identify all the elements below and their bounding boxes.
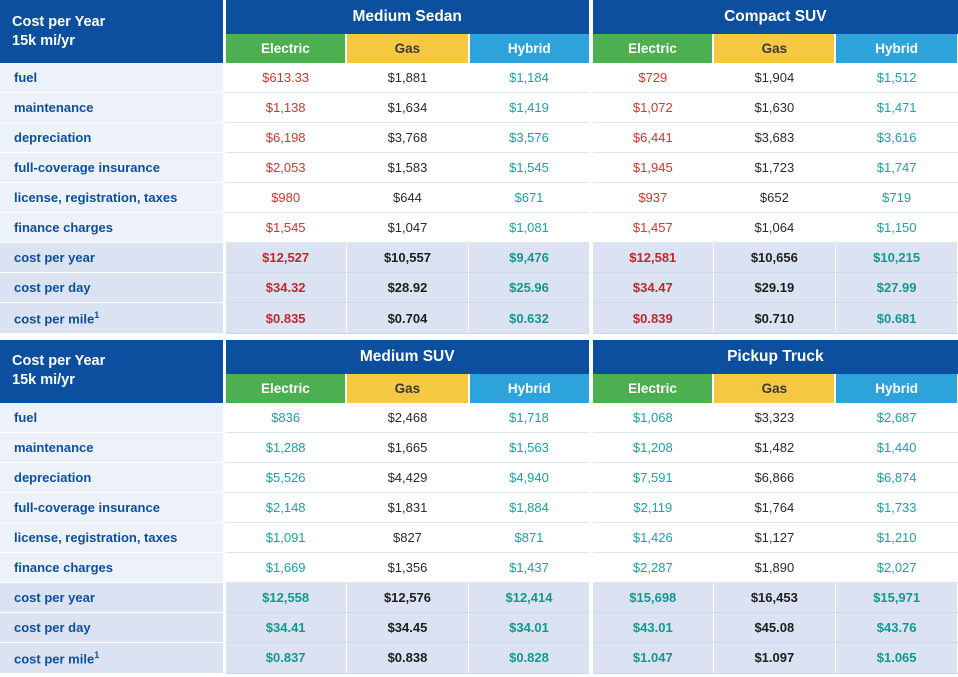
vehicle-group-title: Compact SUV (591, 0, 958, 34)
row-label (0, 123, 224, 153)
footnote-marker: 1 (94, 310, 100, 320)
table-row (0, 642, 958, 673)
table-cell: $2,148 (224, 492, 346, 522)
footnote-marker: 1 (94, 649, 100, 660)
table-row (0, 153, 958, 183)
row-label (0, 492, 224, 522)
table-cell: $34.32 (224, 273, 346, 303)
table-cell: $12,581 (591, 243, 713, 273)
table-cell: $1,457 (591, 213, 713, 243)
fuel-type-header-hybrid: Hybrid (469, 34, 591, 63)
table-row (0, 403, 958, 433)
table-cell: $1,471 (835, 93, 957, 123)
fuel-type-header-electric: Electric (224, 374, 346, 403)
corner-line-1: Cost per Year (12, 353, 106, 370)
table-cell: $1,064 (713, 213, 835, 243)
table-cell: $12,527 (224, 243, 346, 273)
table-cell: $652 (713, 183, 835, 213)
table-cell: $34.45 (346, 612, 468, 642)
row-label-text: cost per year (14, 589, 95, 605)
table-cell: $25.96 (469, 273, 591, 303)
row-label-text: maintenance (14, 100, 94, 115)
fuel-type-header-gas: Gas (346, 374, 468, 403)
table-row (0, 273, 958, 303)
table-cell: $1,184 (469, 63, 591, 93)
table-cell: $1,904 (713, 63, 835, 93)
table-cell: $2,027 (835, 552, 957, 582)
table-cell: $7,591 (591, 462, 713, 492)
row-label (0, 153, 224, 183)
table-cell: $1.047 (591, 642, 713, 673)
table-cell: $2,687 (835, 403, 957, 433)
table-cell: $729 (591, 63, 713, 93)
table-row (0, 93, 958, 123)
table-cell: $1.065 (835, 642, 957, 673)
table-cell: $1,426 (591, 522, 713, 552)
table-cell: $1,072 (591, 93, 713, 123)
table-cell: $1,127 (713, 522, 835, 552)
row-label (0, 612, 224, 642)
fuel-type-header-hybrid: Hybrid (835, 374, 957, 403)
row-label (0, 183, 224, 213)
table-cell: $6,441 (591, 123, 713, 153)
table-cell: $1,512 (835, 63, 957, 93)
row-label (0, 552, 224, 582)
corner-line-2: 15k mi/yr (12, 32, 75, 49)
table-cell: $0.835 (224, 303, 346, 334)
table-row (0, 243, 958, 273)
table-cell: $836 (224, 403, 346, 433)
table-cell: $1,723 (713, 153, 835, 183)
table-cell: $0.837 (224, 642, 346, 673)
group-header-row (0, 0, 958, 34)
table-row (0, 183, 958, 213)
table-cell: $1,419 (469, 93, 591, 123)
table-cell: $0.710 (713, 303, 835, 334)
table-cell: $1,210 (835, 522, 957, 552)
row-label-text: cost per mile (14, 651, 95, 667)
corner-line-2: 15k mi/yr (12, 372, 75, 389)
row-label-text: cost per day (14, 280, 91, 295)
table-cell: $1,945 (591, 153, 713, 183)
table-cell: $1,583 (346, 153, 468, 183)
vehicle-group-title: Pickup Truck (591, 340, 958, 374)
table-cell: $6,874 (835, 462, 957, 492)
table-cell: $1,733 (835, 492, 957, 522)
row-label (0, 403, 224, 433)
group-header-row (0, 340, 958, 374)
table-row (0, 303, 958, 334)
table-row (0, 522, 958, 552)
table-cell: $1,747 (835, 153, 957, 183)
table-row (0, 492, 958, 522)
table-row (0, 462, 958, 492)
table-cell: $43.01 (591, 612, 713, 642)
table-cell: $1,208 (591, 432, 713, 462)
table-row (0, 63, 958, 93)
fuel-type-header-hybrid: Hybrid (469, 374, 591, 403)
table-cell: $1,150 (835, 213, 957, 243)
table-cell: $980 (224, 183, 346, 213)
row-label-text: license, registration, taxes (14, 190, 178, 205)
row-label-text: full-coverage insurance (14, 499, 160, 515)
table-cell: $2,119 (591, 492, 713, 522)
table-row (0, 123, 958, 153)
table-corner-title (0, 340, 224, 403)
table-cell: $12,576 (346, 582, 468, 612)
fuel-type-header-gas: Gas (713, 34, 835, 63)
table-cell: $1,831 (346, 492, 468, 522)
table-cell: $29.19 (713, 273, 835, 303)
table-cell: $9,476 (469, 243, 591, 273)
table-cell: $0.838 (346, 642, 468, 673)
table-cell: $1,563 (469, 432, 591, 462)
row-label (0, 582, 224, 612)
table-row (0, 432, 958, 462)
table-cell: $671 (469, 183, 591, 213)
table-cell: $34.47 (591, 273, 713, 303)
table-cell: $4,940 (469, 462, 591, 492)
table-cell: $43.76 (835, 612, 957, 642)
table-cell: $1,545 (224, 213, 346, 243)
table-cell: $34.01 (469, 612, 591, 642)
row-label (0, 243, 224, 273)
row-label-text: depreciation (14, 130, 92, 145)
table-cell: $1,091 (224, 522, 346, 552)
table-row (0, 552, 958, 582)
row-label (0, 462, 224, 492)
table-cell: $0.681 (835, 303, 957, 334)
table-cell: $1,545 (469, 153, 591, 183)
table-cell: $0.839 (591, 303, 713, 334)
fuel-type-header-electric: Electric (224, 34, 346, 63)
table-cell: $1,288 (224, 432, 346, 462)
table-cell: $0.828 (469, 642, 591, 673)
table-cell: $613.33 (224, 63, 346, 93)
table-cell: $1,047 (346, 213, 468, 243)
row-label-text: license, registration, taxes (14, 529, 178, 545)
table-cell: $1,068 (591, 403, 713, 433)
table-cell: $1,440 (835, 432, 957, 462)
table-cell: $10,656 (713, 243, 835, 273)
table-cell: $1,665 (346, 432, 468, 462)
table-cell: $45.08 (713, 612, 835, 642)
table-cell: $871 (469, 522, 591, 552)
table-corner-title (0, 0, 224, 63)
table-cell: $1,718 (469, 403, 591, 433)
table-cell: $937 (591, 183, 713, 213)
row-label-text: fuel (14, 409, 38, 425)
table-cell: $1,356 (346, 552, 468, 582)
row-label-text: finance charges (14, 220, 113, 235)
row-label (0, 522, 224, 552)
table-cell: $1,630 (713, 93, 835, 123)
table-cell: $2,468 (346, 403, 468, 433)
table-cell: $6,198 (224, 123, 346, 153)
table-cell: $10,215 (835, 243, 957, 273)
table-cell: $28.92 (346, 273, 468, 303)
table-cell: $5,526 (224, 462, 346, 492)
row-label-text: finance charges (14, 559, 113, 575)
table-cell: $10,557 (346, 243, 468, 273)
corner-line-1: Cost per Year (12, 13, 106, 30)
table-cell: $827 (346, 522, 468, 552)
table-row (0, 612, 958, 642)
row-label (0, 273, 224, 303)
table-row (0, 582, 958, 612)
table-cell: $1,634 (346, 93, 468, 123)
vehicle-group-title: Medium Sedan (224, 0, 591, 34)
row-label-text: fuel (14, 70, 38, 85)
row-label (0, 213, 224, 243)
table-cell: $27.99 (835, 273, 957, 303)
table-cell: $3,768 (346, 123, 468, 153)
row-label (0, 642, 224, 673)
table-cell: $1,881 (346, 63, 468, 93)
row-label-text: maintenance (14, 439, 94, 455)
table-cell: $1,884 (469, 492, 591, 522)
table-cell: $1,482 (713, 432, 835, 462)
fuel-type-header-hybrid: Hybrid (835, 34, 957, 63)
table-cell: $719 (835, 183, 957, 213)
table-cell: $1,437 (469, 552, 591, 582)
row-label-text: full-coverage insurance (14, 160, 160, 175)
table-cell: $1,890 (713, 552, 835, 582)
table-cell: $34.41 (224, 612, 346, 642)
row-label-text: cost per mile (14, 311, 95, 327)
table-cell: $1,081 (469, 213, 591, 243)
row-label (0, 93, 224, 123)
row-label-text: cost per day (14, 619, 91, 635)
table-cell: $6,866 (713, 462, 835, 492)
table-cell: $3,616 (835, 123, 957, 153)
fuel-type-header-electric: Electric (591, 374, 713, 403)
table-cell: $2,287 (591, 552, 713, 582)
table-cell: $0.632 (469, 303, 591, 334)
table-cell: $12,558 (224, 582, 346, 612)
table-cell: $2,053 (224, 153, 346, 183)
row-label (0, 303, 224, 334)
vehicle-group-title: Medium SUV (224, 340, 591, 374)
table-cell: $3,323 (713, 403, 835, 433)
table-cell: $1,764 (713, 492, 835, 522)
table-cell: $15,698 (591, 582, 713, 612)
fuel-type-header-electric: Electric (591, 34, 713, 63)
table-cell: $644 (346, 183, 468, 213)
table-row (0, 213, 958, 243)
row-label-text: cost per year (14, 250, 95, 265)
table-cell: $15,971 (835, 582, 957, 612)
fuel-type-header-gas: Gas (346, 34, 468, 63)
row-label (0, 432, 224, 462)
table-cell: $16,453 (713, 582, 835, 612)
table-cell: $1,669 (224, 552, 346, 582)
table-cell: $1.097 (713, 642, 835, 673)
table-cell: $3,576 (469, 123, 591, 153)
table-cell: $4,429 (346, 462, 468, 492)
table-cell: $12,414 (469, 582, 591, 612)
table-cell: $3,683 (713, 123, 835, 153)
fuel-type-header-gas: Gas (713, 374, 835, 403)
table-cell: $1,138 (224, 93, 346, 123)
row-label (0, 63, 224, 93)
row-label-text: depreciation (14, 469, 92, 485)
table-cell: $0.704 (346, 303, 468, 334)
